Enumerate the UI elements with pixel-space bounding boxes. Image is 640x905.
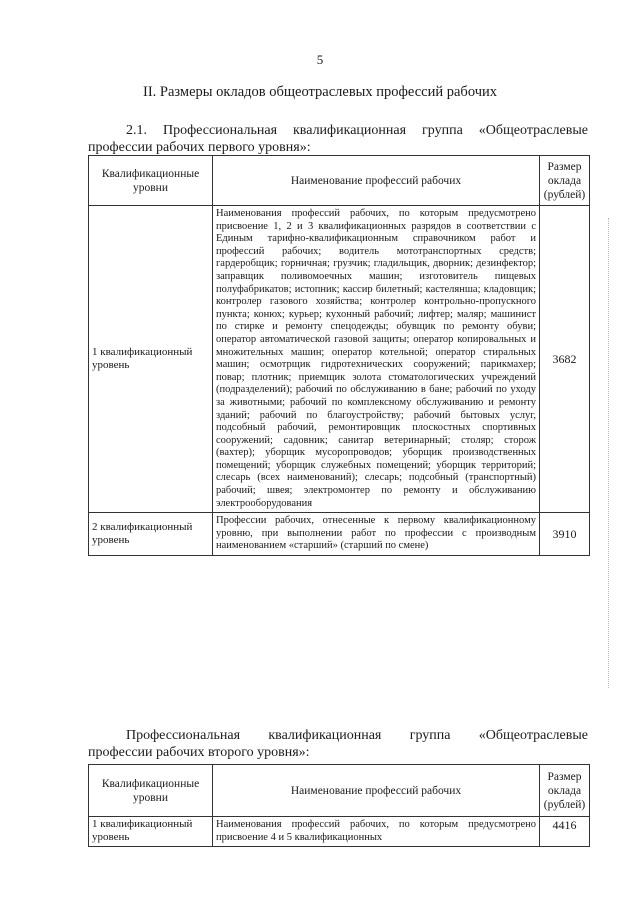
table-row [89,513,590,556]
table-header-row [89,156,590,206]
scan-margin-mark [608,218,610,688]
row-salary: 3682 [540,206,590,513]
row-professions: Профессии рабочих, отнесенные к первому квалификационному уровню, при выполнении работ по профессии с производным наименованием «старший» (старший по смене) [213,513,540,556]
group1-table [88,155,590,556]
table-row [89,817,590,847]
group2-intro [88,727,588,761]
group2-intro-line2: профессии рабочих второго уровня»: [88,745,310,760]
group1-intro [88,122,588,156]
section-title: II. Размеры окладов общеотраслевых профессий рабочих [143,84,497,100]
row-salary: 4416 [540,817,590,847]
header-name: Наименование профессий рабочих [213,156,540,206]
header-level: Квалификационные уровни [89,156,213,206]
row-level: 1 квалификационный уровень [89,817,213,847]
row-salary: 3910 [540,513,590,556]
group2-table [88,764,590,847]
group1-intro-line2: профессии рабочих первого уровня»: [88,140,311,155]
row-professions: Наименования профессий рабочих, по которым предусмотрено присвоение 4 и 5 квалификационных [213,817,540,847]
group1-intro-line1: 2.1. Профессиональная квалификационная группа «Общеотраслевые [126,123,588,138]
header-salary: Размер оклада (рублей) [540,156,590,206]
group2-intro-line1: Профессиональная квалификационная группа «Общеотраслевые [126,728,588,743]
table-row [89,206,590,513]
table-header-row [89,765,590,817]
page-number: 5 [316,52,324,67]
header-salary: Размер оклада (рублей) [540,765,590,817]
header-level: Квалификационные уровни [89,765,213,817]
row-level: 2 квалификационный уровень [89,513,213,556]
header-name: Наименование профессий рабочих [213,765,540,817]
row-level: 1 квалификационный уровень [89,206,213,513]
row-professions: Наименования профессий рабочих, по которым предусмотрено присвоение 1, 2 и 3 квалификационных разрядов в соответствии с Единым тарифно-квалификационным справочником работ и профессий рабочих; водитель мототранспортных средств; гардеробщик; горничная; грузчик; гладильщик, дворник; дезинфектор; заправщик поливомоечных машин; изготовитель пищевых полуфабрикатов; истопник; кассир билетный; кастелянша; кладовщик; контролер газового хозяйства; контролер контрольно-пропускного пункта; конюх; курьер; кухонный рабочий; лифтер; маляр; машинист по стирке и ремонту спецодежды; обувщик по ремонту обуви; оператор автоматической газовой защиты; оператор копировальных и множительных машин; оператор котельной; оператор стиральных машин; осмотрщик гидротехнических сооружений; парикмахер; повар; плотник; приемщик золота стоматологических учреждений (подразделений); рабочий по обслуживанию в бане; рабочий по уходу за животными; рабочий по комплексному обслуживанию и ремонту зданий; рабочий по благоустройству; рабочий бытовых услуг, подсобный рабочий, ремонтировщик плоскостных спортивных сооружений; садовник; санитар ветеринарный; столяр; сторож (вахтер); уборщик мусоропроводов; уборщик производственных помещений; уборщик служебных помещений; уборщик территорий; слесарь (всех наименований); слесарь; подсобный (транспортный) рабочий; швея; электромонтер по ремонту и обслуживанию электрооборудования [213,206,540,513]
